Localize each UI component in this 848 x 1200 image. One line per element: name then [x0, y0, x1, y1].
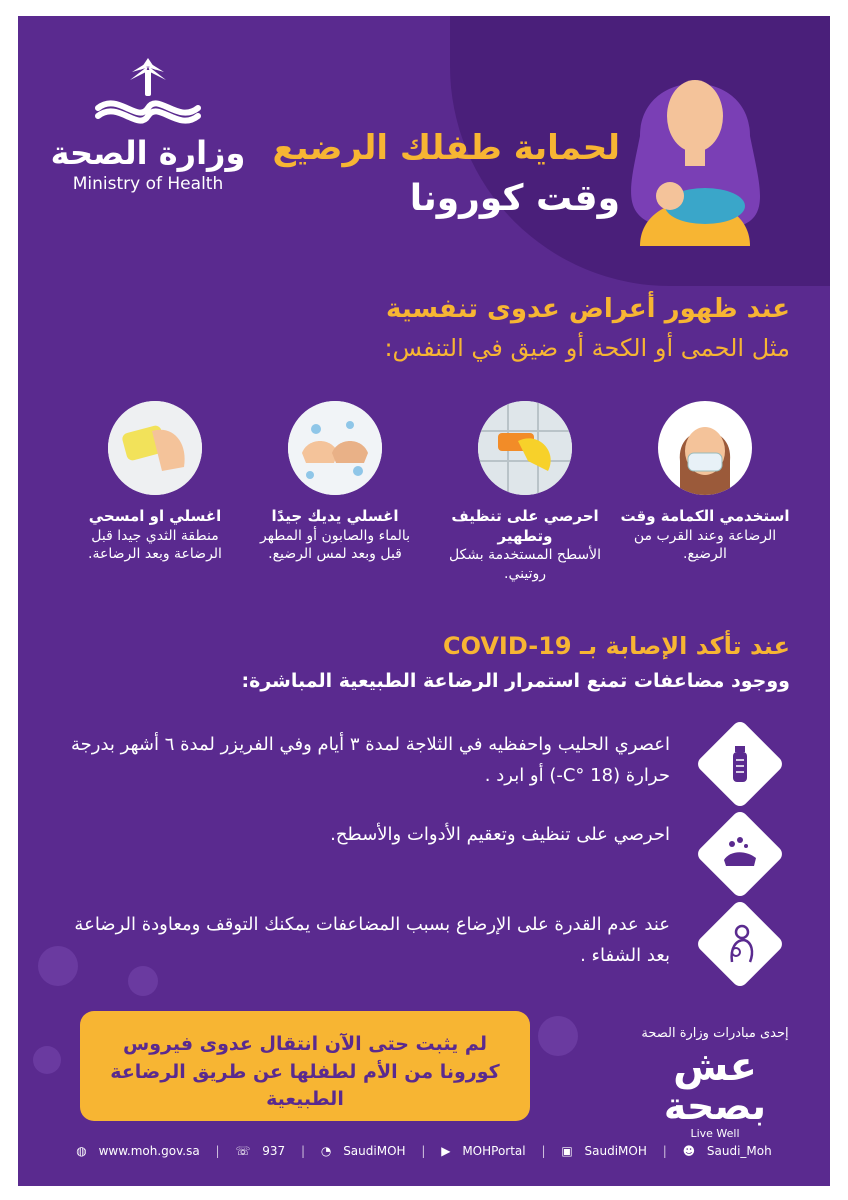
section2-subheading: ووجود مضاعفات تمنع استمرار الرضاعة الطبيعية المباشرة:: [241, 670, 790, 692]
hand-wash-icon: [288, 401, 382, 495]
poster: [18, 16, 830, 1186]
twitter-link[interactable]: ◔ SaudiMOH: [320, 1144, 406, 1158]
initiative-live-well: Live Well: [690, 1127, 740, 1140]
logo-arabic: وزارة الصحة: [50, 134, 246, 172]
advice-item: [70, 726, 790, 816]
facebook-icon: ▣: [561, 1144, 573, 1158]
tip-body: بالماء والصابون أو المطهر قبل وبعد لمس الرضيع.: [259, 527, 410, 563]
advice-text: احرصي على تنظيف وتعقيم الأدوات والأسطح.: [330, 824, 670, 845]
divider: |: [662, 1144, 667, 1158]
phone-icon: ☏: [235, 1144, 251, 1158]
snapchat-icon: ☻: [682, 1144, 696, 1158]
youtube-link[interactable]: ▶ MOHPortal: [441, 1144, 526, 1158]
initiative-caption: إحدى مبادرات وزارة الصحة: [641, 1026, 789, 1041]
tip-body: منطقة الثدي جيدا قبل الرضاعة وبعد الرضاعة.: [88, 527, 222, 563]
divider: |: [541, 1144, 546, 1158]
virus-decoration-icon: [33, 1046, 61, 1074]
sanitize-hands-icon: [716, 830, 764, 878]
tip-head: اغسلي او امسحي: [88, 507, 222, 525]
initiative-brand-line1: عش: [673, 1044, 757, 1090]
facebook-link[interactable]: ▣ SaudiMOH: [561, 1144, 647, 1158]
tip-head: اغسلي يديك جيدًا: [271, 507, 399, 525]
divider: |: [421, 1144, 426, 1158]
page-subtitle: وقت كورونا: [409, 178, 620, 219]
mask-icon: [658, 401, 752, 495]
advice-text: اعصري الحليب واحفظيه في الثلاجة لمدة ٣ أيام وفي الفريزر لمدة ٦ أشهر بدرجة حرارة (C° 18-) أو ابرد .: [71, 734, 670, 786]
initiative-brand-line2: بصحة: [663, 1084, 767, 1128]
section1-heading: عند ظهور أعراض عدوى تنفسية: [386, 294, 790, 324]
divider: |: [215, 1144, 220, 1158]
web-link[interactable]: ◍ www.moh.gov.sa: [76, 1144, 200, 1158]
globe-icon: ◍: [76, 1144, 87, 1158]
tip-sponge: [70, 401, 240, 564]
tip-cleaning: [440, 401, 610, 584]
baby-bottle-icon: [716, 740, 764, 788]
tip-head: احرصي على تنظيف وتطهير: [451, 507, 599, 545]
initiative-logo: [640, 1026, 790, 1140]
page-title: لحماية طفلك الرضيع: [272, 128, 620, 168]
phone-link[interactable]: ☏ 937: [235, 1144, 286, 1158]
tips-row: [80, 401, 790, 611]
virus-decoration-icon: [538, 1016, 578, 1056]
tip-mask: [620, 401, 790, 564]
tip-body: الأسطح المستخدمة بشكل روتيني.: [448, 547, 602, 582]
palm-swords-icon: [88, 52, 208, 132]
section2-heading: عند تأكد الإصابة بـ COVID-19: [442, 632, 790, 660]
tip-body: الرضاعة وعند القرب من الرضيع.: [633, 527, 777, 563]
sponge-icon: [108, 401, 202, 495]
advice-item: [70, 816, 790, 906]
youtube-icon: ▶: [441, 1144, 451, 1158]
note-box: لم يثبت حتى الآن انتقال عدوى فيروس كورونا من الأم لطفلها عن طريق الرضاعة الطبيعية: [80, 1011, 530, 1121]
tip-hand-wash: [250, 401, 420, 564]
advice-text: عند عدم القدرة على الإرضاع بسبب المضاعفات يمكنك التوقف ومعاودة الرضاعة بعد الشفاء .: [74, 914, 670, 966]
section1-subheading: مثل الحمى أو الكحة أو ضيق في التنفس:: [384, 334, 790, 362]
cleaning-icon: [478, 401, 572, 495]
breastfeeding-icon: [716, 920, 764, 968]
moh-logo: [48, 52, 248, 222]
mother-baby-illustration-icon: [600, 46, 790, 246]
snapchat-link[interactable]: ☻ Saudi_Moh: [682, 1144, 772, 1158]
logo-english: Ministry of Health: [72, 174, 224, 194]
advice-item: [70, 906, 790, 996]
twitter-icon: ◔: [320, 1144, 332, 1158]
footer-contacts: [18, 1144, 830, 1158]
divider: |: [301, 1144, 306, 1158]
tip-head: استخدمي الكمامة وقت: [620, 507, 790, 525]
